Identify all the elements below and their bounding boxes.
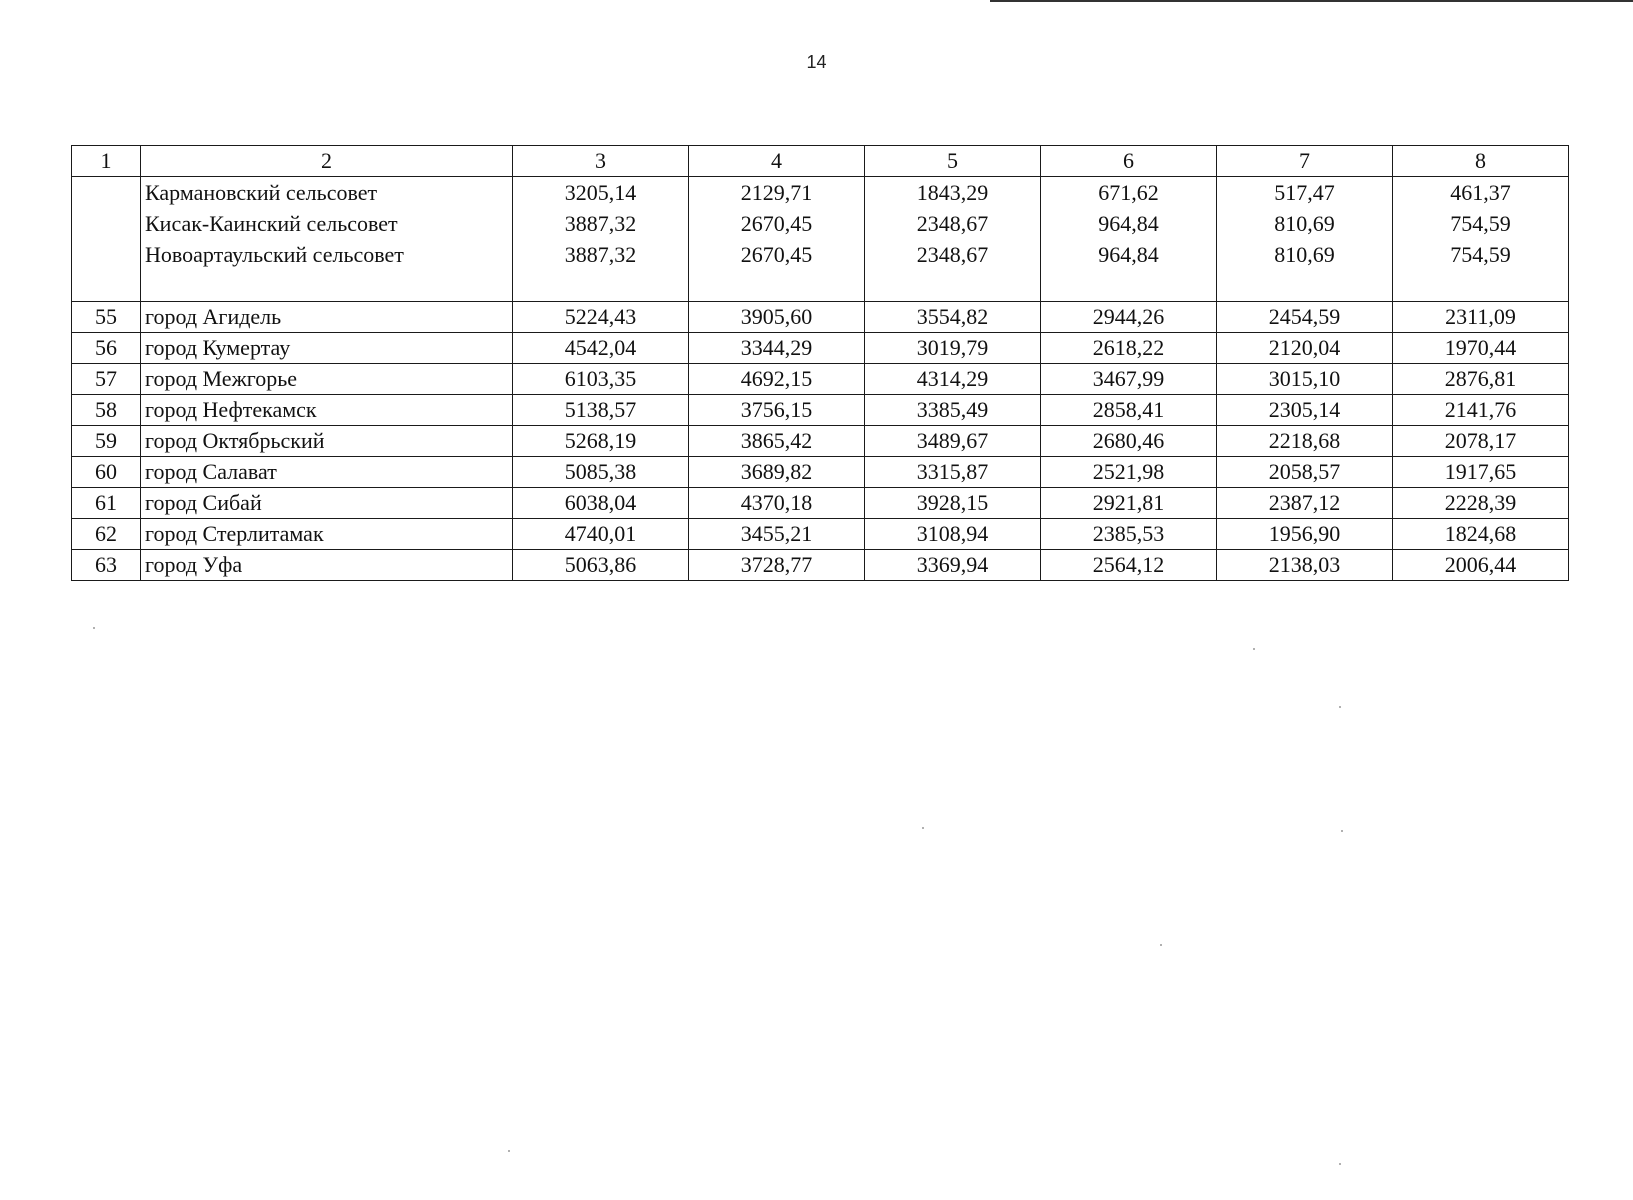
- value-cell-col-6: [1041, 177, 1217, 302]
- scan-speck: [1341, 830, 1343, 832]
- value-cell-col-3: [513, 177, 689, 302]
- value-cell-col-7: [1217, 177, 1393, 302]
- scan-speck: [1339, 706, 1341, 708]
- value: 2348,67: [916, 211, 989, 236]
- value-col-7: 2454,59: [1217, 302, 1393, 333]
- value-col-6: 2618,22: [1041, 333, 1217, 364]
- value-col-5: 3108,94: [865, 519, 1041, 550]
- header-col-4: 4: [689, 146, 865, 177]
- table-row: [72, 426, 1569, 457]
- value-col-7: 1956,90: [1217, 519, 1393, 550]
- table-body: [72, 177, 1569, 581]
- value-col-8: 2311,09: [1393, 302, 1569, 333]
- city-name: город Октябрьский: [141, 426, 513, 457]
- value: 754,59: [1450, 211, 1511, 236]
- scan-speck: [922, 827, 924, 829]
- value-col-5: 3369,94: [865, 550, 1041, 581]
- tariff-table: [71, 145, 1569, 581]
- table-row: [72, 488, 1569, 519]
- city-name: город Агидель: [141, 302, 513, 333]
- row-number: 63: [72, 550, 141, 581]
- value-col-5: 4314,29: [865, 364, 1041, 395]
- value-col-5: 3019,79: [865, 333, 1041, 364]
- scan-speck: [1339, 1163, 1341, 1165]
- scan-speck: [93, 627, 95, 629]
- city-name: город Кумертау: [141, 333, 513, 364]
- header-col-7: 7: [1217, 146, 1393, 177]
- value-col-4: 3344,29: [689, 333, 865, 364]
- value-col-3: 4740,01: [513, 519, 689, 550]
- value-col-3: 4542,04: [513, 333, 689, 364]
- value: 461,37: [1450, 180, 1511, 205]
- value-col-4: 3905,60: [689, 302, 865, 333]
- value-col-4: 4370,18: [689, 488, 865, 519]
- header-col-2: 2: [141, 146, 513, 177]
- value: 964,84: [1098, 242, 1159, 267]
- value: 810,69: [1274, 211, 1335, 236]
- row-number: 58: [72, 395, 141, 426]
- value-col-4: 4692,15: [689, 364, 865, 395]
- value-col-4: 3756,15: [689, 395, 865, 426]
- row-number: 62: [72, 519, 141, 550]
- value-col-3: 5063,86: [513, 550, 689, 581]
- table-row: [72, 550, 1569, 581]
- city-name: город Стерлитамак: [141, 519, 513, 550]
- value-col-8: 1824,68: [1393, 519, 1569, 550]
- header-col-6: 6: [1041, 146, 1217, 177]
- value: 810,69: [1274, 242, 1335, 267]
- value-col-3: 5268,19: [513, 426, 689, 457]
- value-col-5: 3489,67: [865, 426, 1041, 457]
- row-number: 55: [72, 302, 141, 333]
- table-row: [72, 395, 1569, 426]
- scan-speck: [508, 1150, 510, 1152]
- value-cell-col-5: [865, 177, 1041, 302]
- value: 754,59: [1450, 242, 1511, 267]
- scan-speck: [1253, 648, 1255, 650]
- value-col-3: 5224,43: [513, 302, 689, 333]
- value-col-6: 2858,41: [1041, 395, 1217, 426]
- city-name: город Салават: [141, 457, 513, 488]
- value-col-4: 3455,21: [689, 519, 865, 550]
- value-col-3: 5085,38: [513, 457, 689, 488]
- table-row: [72, 519, 1569, 550]
- value-col-5: 3315,87: [865, 457, 1041, 488]
- value-col-7: 2218,68: [1217, 426, 1393, 457]
- value-col-7: 2120,04: [1217, 333, 1393, 364]
- value: 2670,45: [740, 211, 813, 236]
- value-cell-col-8: [1393, 177, 1569, 302]
- value: 964,84: [1098, 211, 1159, 236]
- row-number: 60: [72, 457, 141, 488]
- value-col-3: 6038,04: [513, 488, 689, 519]
- row-number: 59: [72, 426, 141, 457]
- value-col-6: 2521,98: [1041, 457, 1217, 488]
- city-name: город Нефтекамск: [141, 395, 513, 426]
- value-col-7: 3015,10: [1217, 364, 1393, 395]
- value-col-6: 2385,53: [1041, 519, 1217, 550]
- header-col-1: 1: [72, 146, 141, 177]
- value: 2348,67: [916, 242, 989, 267]
- header-row: [72, 146, 1569, 177]
- value-col-6: 2921,81: [1041, 488, 1217, 519]
- value: 517,47: [1274, 180, 1335, 205]
- value-col-8: 2006,44: [1393, 550, 1569, 581]
- header-col-3: 3: [513, 146, 689, 177]
- value: 3887,32: [564, 242, 637, 267]
- table-row: [72, 302, 1569, 333]
- value-col-5: 3928,15: [865, 488, 1041, 519]
- value-col-8: 2228,39: [1393, 488, 1569, 519]
- header-col-5: 5: [865, 146, 1041, 177]
- value-col-8: 2078,17: [1393, 426, 1569, 457]
- value-col-7: 2058,57: [1217, 457, 1393, 488]
- value-col-6: 2680,46: [1041, 426, 1217, 457]
- table-row: [72, 333, 1569, 364]
- value-col-3: 6103,35: [513, 364, 689, 395]
- row-number: [72, 177, 141, 302]
- value-col-4: 3728,77: [689, 550, 865, 581]
- value-col-7: 2387,12: [1217, 488, 1393, 519]
- value-col-6: 2564,12: [1041, 550, 1217, 581]
- header-col-8: 8: [1393, 146, 1569, 177]
- value-col-4: 3689,82: [689, 457, 865, 488]
- value-col-8: 2876,81: [1393, 364, 1569, 395]
- page-number: 14: [806, 52, 827, 72]
- scan-speck: [1160, 944, 1162, 946]
- top-edge-rule: [990, 0, 1633, 2]
- value: 3887,32: [564, 211, 637, 236]
- value-col-7: 2138,03: [1217, 550, 1393, 581]
- city-name: город Сибай: [141, 488, 513, 519]
- value-col-5: 3554,82: [865, 302, 1041, 333]
- settlement-name: Новоартаульский сельсовет: [145, 242, 404, 267]
- value: 2670,45: [740, 242, 813, 267]
- value-col-8: 1970,44: [1393, 333, 1569, 364]
- value-col-4: 3865,42: [689, 426, 865, 457]
- value: 3205,14: [564, 180, 637, 205]
- row-number: 61: [72, 488, 141, 519]
- value-col-6: 3467,99: [1041, 364, 1217, 395]
- value-col-8: 1917,65: [1393, 457, 1569, 488]
- settlement-name: Кисак-Каинский сельсовет: [145, 211, 398, 236]
- row-number: 57: [72, 364, 141, 395]
- value-col-7: 2305,14: [1217, 395, 1393, 426]
- value-col-8: 2141,76: [1393, 395, 1569, 426]
- table-row-group: [72, 177, 1569, 302]
- row-number: 56: [72, 333, 141, 364]
- value: 1843,29: [916, 180, 989, 205]
- city-name: город Уфа: [141, 550, 513, 581]
- value: 671,62: [1098, 180, 1159, 205]
- settlement-name: Кармановский сельсовет: [145, 180, 378, 205]
- city-name: город Межгорье: [141, 364, 513, 395]
- value-col-3: 5138,57: [513, 395, 689, 426]
- table-row: [72, 364, 1569, 395]
- value-col-5: 3385,49: [865, 395, 1041, 426]
- value-cell-col-4: [689, 177, 865, 302]
- value-col-6: 2944,26: [1041, 302, 1217, 333]
- value: 2129,71: [740, 180, 813, 205]
- table-header: [72, 146, 1569, 177]
- table-row: [72, 457, 1569, 488]
- settlement-names-cell: [141, 177, 513, 302]
